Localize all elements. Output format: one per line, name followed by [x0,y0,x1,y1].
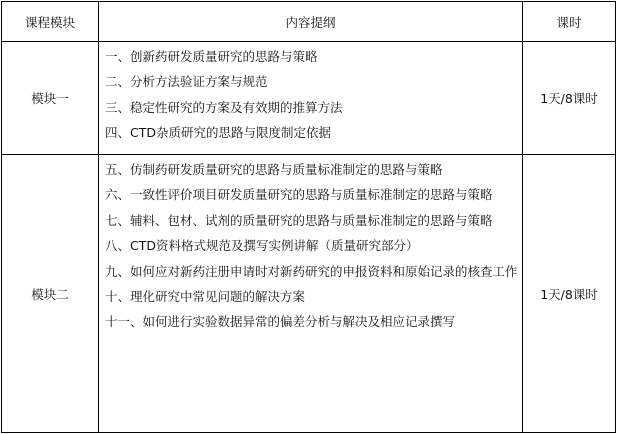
header-content: 内容提纲 [99,2,523,42]
outline-item: 三、稳定性研究的方案及有效期的推算方法 [105,99,343,115]
course-outline-table [1,1,616,433]
outline-item: 八、CTD资料格式规范及撰写实例讲解（质量研究部分） [105,238,419,254]
outline-item: 十、理化研究中常见问题的解决方案 [105,289,306,305]
table-row [2,155,616,433]
outline-item: 二、分析方法验证方案与规范 [105,74,268,90]
outline-item: 六、一致性评价项目研发质量研究的思路与质量标准制定的思路与策略 [105,187,493,203]
module-name: 模块一 [2,42,99,155]
outline-item: 五、仿制药研发质量研究的思路与质量标准制定的思路与策略 [105,162,443,177]
header-module: 课程模块 [2,2,99,42]
outline-item: 十一、如何进行实验数据异常的偏差分析与解决及相应记录撰写 [105,314,456,330]
outline-list [105,157,518,335]
outline-item: 四、CTD杂质研究的思路与限度制定依据 [105,125,331,141]
table-row [2,42,616,155]
hours-value: 1天/8课时 [523,42,616,155]
outline-item: 七、辅料、包材、试剂的质量研究的思路与质量标准制定的思路与策略 [105,212,493,228]
header-hours: 课时 [523,2,616,42]
header-row [2,2,616,42]
content-outline [99,42,523,155]
module-name: 模块二 [2,155,99,433]
outline-item: 一、创新药研发质量研究的思路与策略 [105,49,318,64]
outline-item: 九、如何应对新药注册申请时对新药研究的申报资料和原始记录的核查工作 [105,263,518,279]
outline-list [105,44,518,146]
hours-value: 1天/8课时 [523,155,616,433]
content-outline [99,155,523,433]
